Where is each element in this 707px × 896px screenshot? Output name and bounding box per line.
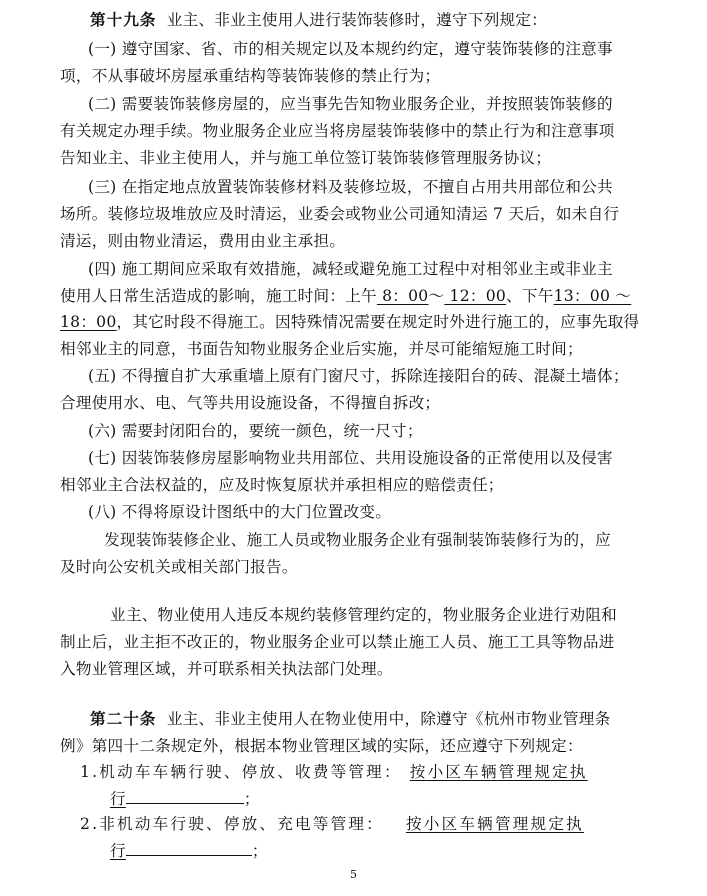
item-4-line-2 bbox=[60, 286, 631, 306]
item-4-line-1: (四) 施工期间应采取有效措施，减轻或避免施工过程中对相邻业主或非业主 bbox=[88, 260, 613, 278]
afternoon-start-time: 13：00 ～ bbox=[553, 287, 632, 305]
item-3-line-2: 场所。装修垃圾堆放应及时清运，业委会或物业公司通知清运 7 天后，如未自行 bbox=[60, 205, 620, 223]
violation-line-1: 业主、物业使用人违反本规约装修管理约定的，物业服务企业进行劝阻和 bbox=[110, 606, 618, 624]
item-3-line-1: (三) 在指定地点放置装饰装修材料及装修垃圾，不擅自占用共用部位和公共 bbox=[88, 178, 613, 196]
item-3-line-3: 清运，则由物业清运，费用由业主承担。 bbox=[60, 232, 346, 250]
morning-end-time: 12：00 bbox=[444, 287, 507, 305]
rule-1-end: ； bbox=[243, 790, 260, 808]
article-19-intro: 业主、非业主使用人进行装饰装修时，遵守下列规定： bbox=[166, 11, 548, 29]
item-5-line-1: (五) 不得擅自扩大承重墙上原有门窗尺寸，拆除连接阳台的砖、混凝土墙体； bbox=[88, 367, 629, 385]
time-separator: ～ bbox=[428, 287, 445, 305]
rule-1-blank bbox=[126, 788, 244, 804]
article-20-intro-line-2: 例》第四十二条规定外，根据本物业管理区域的实际，还应遵守下列规定： bbox=[60, 737, 583, 755]
rule-1-value-cont: 行 bbox=[110, 790, 126, 808]
rule-2-blank bbox=[126, 840, 252, 856]
item-5-line-2: 合理使用水、电、气等共用设施设备，不得擅自拆改； bbox=[60, 394, 441, 412]
report-line-1: 发现装饰装修企业、施工人员或物业服务企业有强制装饰装修行为的，应 bbox=[104, 531, 612, 549]
item-4-line-4: 相邻业主的同意，书面告知物业服务企业后实施，并尽可能缩短施工时间； bbox=[60, 340, 583, 358]
rule-2-label: 2.非机动车行驶、停放、充电等管理： bbox=[80, 815, 384, 833]
rule-2-end: ； bbox=[251, 842, 268, 860]
rule-1-value: 按小区车辆管理规定执 bbox=[409, 763, 588, 781]
rule-2-value-cont: 行 bbox=[110, 842, 126, 860]
rule-2-value: 按小区车辆管理规定执 bbox=[405, 815, 584, 833]
violation-line-2: 制止后，业主拒不改正的，物业服务企业可以禁止施工人员、施工工具等物品进 bbox=[60, 633, 615, 651]
afternoon-label: 、下午 bbox=[506, 287, 554, 305]
afternoon-end-time: 18：00 bbox=[60, 313, 117, 331]
rule-2-line-1 bbox=[80, 814, 584, 834]
item-7-line-2: 相邻业主合法权益的，应及时恢复原状并承担相应的赔偿责任； bbox=[60, 476, 504, 494]
item-4-line-3-text: ，其它时段不得施工。因特殊情况需要在规定时外进行施工的，应事先取得 bbox=[116, 313, 640, 331]
item-4-time-intro: 使用人日常生活造成的影响，施工时间：上午 bbox=[60, 287, 377, 305]
item-7-line-1: (七) 因装饰装修房屋影响物业共用部位、共用设施设备的正常使用以及侵害 bbox=[88, 449, 613, 467]
rule-1-line-1 bbox=[80, 762, 588, 782]
article-20-intro-1: 业主、非业主使用人在物业使用中，除遵守《杭州市物业管理条 bbox=[166, 710, 611, 728]
item-6-line-1: (六) 需要封闭阳台的，要统一颜色，统一尺寸； bbox=[88, 422, 423, 440]
report-line-2: 及时向公安机关或相关部门报告。 bbox=[60, 558, 298, 576]
item-2-line-2: 有关规定办理手续。物业服务企业应当将房屋装饰装修中的禁止行为和注意事项 bbox=[60, 122, 615, 140]
page-number: 5 bbox=[350, 868, 357, 881]
article-19-heading: 第十九条 bbox=[90, 10, 157, 29]
item-4-line-3 bbox=[60, 312, 639, 332]
morning-start-time: 8：00 bbox=[376, 287, 429, 305]
item-8-line-1: (八) 不得将原设计图纸中的大门位置改变。 bbox=[88, 503, 392, 521]
rule-1-line-2 bbox=[110, 788, 260, 809]
rule-2-line-2 bbox=[110, 840, 268, 861]
item-1-line-2: 项，不从事破坏房屋承重结构等装饰装修的禁止行为； bbox=[60, 67, 441, 85]
article-20-heading: 第二十条 bbox=[90, 709, 157, 728]
item-2-line-3: 告知业主、非业主使用人，并与施工单位签订装饰装修管理服务协议； bbox=[60, 149, 552, 167]
article-19-intro-line bbox=[90, 10, 547, 30]
violation-line-3: 入物业管理区域，并可联系相关执法部门处理。 bbox=[60, 660, 393, 678]
item-2-line-1: (二) 需要装饰装修房屋的，应当事先告知物业服务企业，并按照装饰装修的 bbox=[88, 95, 613, 113]
article-20-intro-line bbox=[90, 709, 610, 729]
rule-1-label: 1.机动车车辆行驶、停放、收费等管理： bbox=[80, 763, 402, 781]
item-1-line-1: (一) 遵守国家、省、市的相关规定以及本规约约定，遵守装饰装修的注意事 bbox=[88, 40, 613, 58]
